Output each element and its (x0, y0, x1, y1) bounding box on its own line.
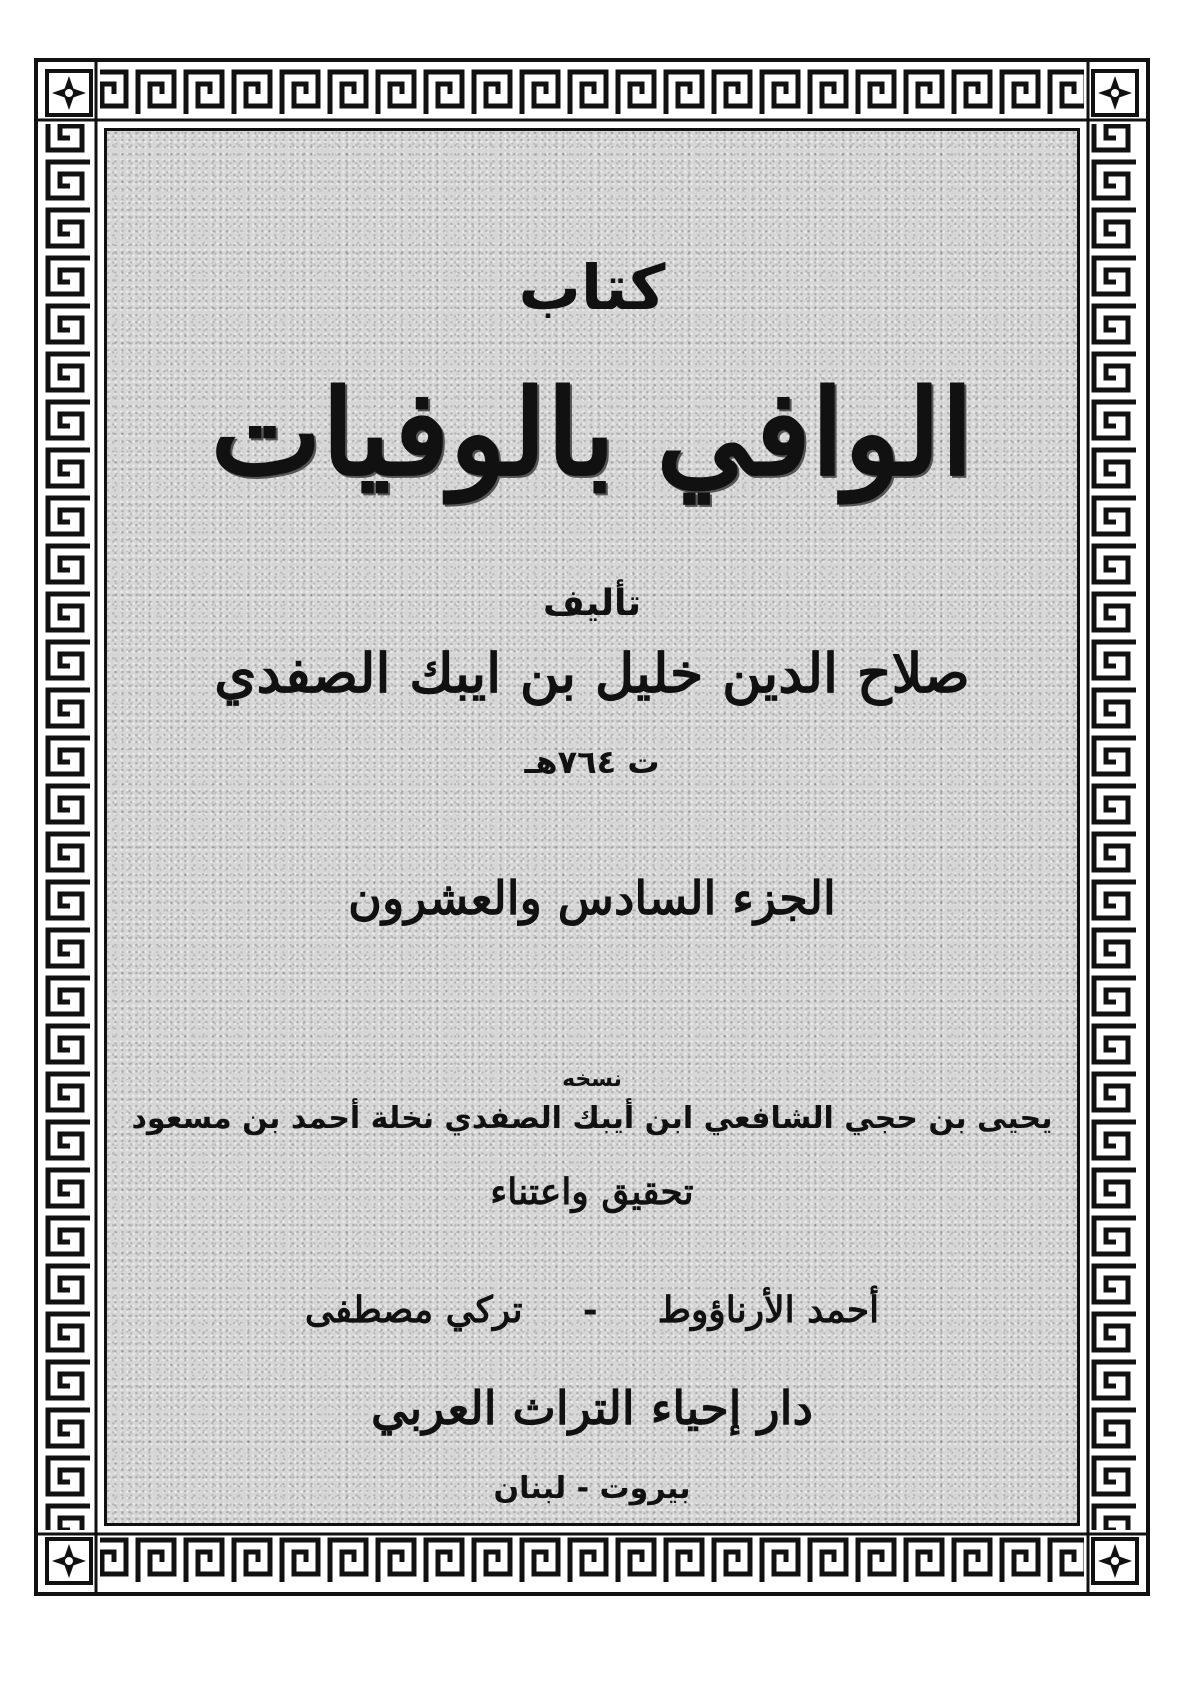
publisher-city: بيروت - لبنان (493, 1471, 691, 1506)
talif-label: تأليف (542, 583, 642, 624)
rosette-icon (1090, 1536, 1140, 1586)
rosette-icon (1090, 68, 1140, 118)
greek-key-border-right (1084, 62, 1146, 1592)
decorative-frame (34, 58, 1150, 1596)
editor-separator: - (582, 1289, 598, 1331)
cover-panel (104, 128, 1080, 1526)
editor-name: أحمد الأرناؤوط (657, 1289, 880, 1331)
publisher-name: دار إحياء التراث العربي (371, 1381, 813, 1435)
book-title: الوافي بالوفيات (210, 363, 974, 502)
author-name: صلاح الدين خليل بن ايبك الصفدي (214, 641, 970, 705)
rosette-icon (44, 68, 94, 118)
tahqiq-label: تحقيق واعتناء (490, 1171, 694, 1213)
rosette-icon (44, 1536, 94, 1586)
editors (107, 1289, 1077, 1331)
greek-key-border-bottom (38, 1530, 1146, 1592)
volume-label: الجزء السادس والعشرون (348, 871, 836, 925)
greek-key-border-top (38, 62, 1146, 124)
editor-name: تركي مصطفى (304, 1289, 523, 1331)
death-year: ت ٧٦٤هـ (524, 743, 660, 781)
kitab-label: كتاب (518, 251, 666, 324)
copies-list: يحيى بن حجي الشافعي ابن أيبك الصفدي نخلة أحمد بن مسعود (131, 1101, 1053, 1136)
greek-key-border-left (38, 62, 100, 1592)
copies-label: نسخه (562, 1067, 622, 1092)
